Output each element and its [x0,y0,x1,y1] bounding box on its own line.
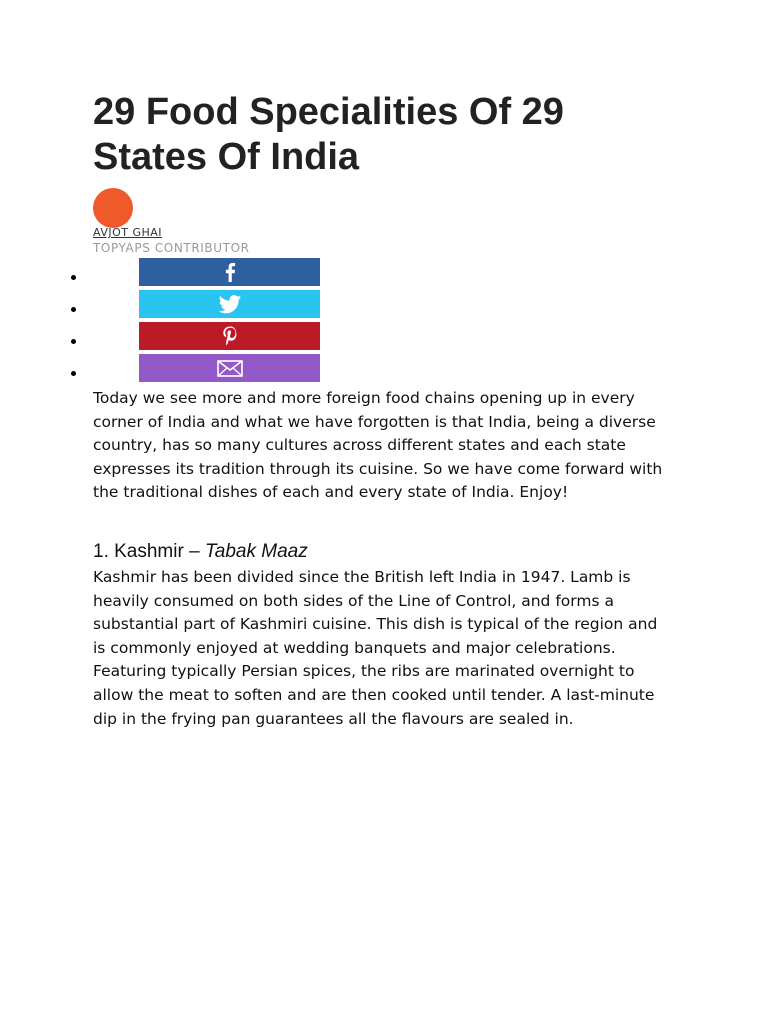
pinterest-share-button[interactable] [139,322,320,350]
facebook-share-button[interactable] [139,258,320,286]
article-intro: Today we see more and more foreign food chains opening up in every corner of India and what we have forgotten is that India, being a diverse country, has so many cultures across different states and each state expresses its tradition through its cuisine. So we have come forward with the traditional dishes of each and every state of India. Enjoy! [93,389,663,502]
section-body: Kashmir has been divided since the British left India in 1947. Lamb is heavily consumed on both sides of the Line of Control, and forms a substantial part of Kashmiri cuisine. This dish is typical of the region and is commonly enjoyed at wedding banquets and major celebrations. Featuring typically Persian spices, the ribs are marinated overnight to allow the meat to soften and are then cooked until tender. A last-minute dip in the frying pan guarantees all the flavours are sealed in. [93,568,658,728]
twitter-icon [218,295,242,314]
list-bullet [71,275,76,280]
section-heading [93,540,308,564]
pinterest-icon [222,326,238,346]
envelope-icon [217,360,243,377]
author-name-link[interactable]: AVJOT GHAI [93,226,163,239]
twitter-share-button[interactable] [139,290,320,318]
list-bullet [71,371,76,376]
author-role: TOPYAPS CONTRIBUTOR [93,241,250,255]
list-bullet [71,307,76,312]
author-avatar[interactable] [93,188,133,228]
section-heading-dish: Tabak Maaz [204,541,308,562]
list-bullet [71,339,76,344]
email-share-button[interactable] [139,354,320,382]
facebook-icon [224,262,236,282]
article-title: 29 Food Specialities Of 29 States Of India [93,91,564,178]
section-heading-prefix: 1. Kashmir – [93,541,205,562]
